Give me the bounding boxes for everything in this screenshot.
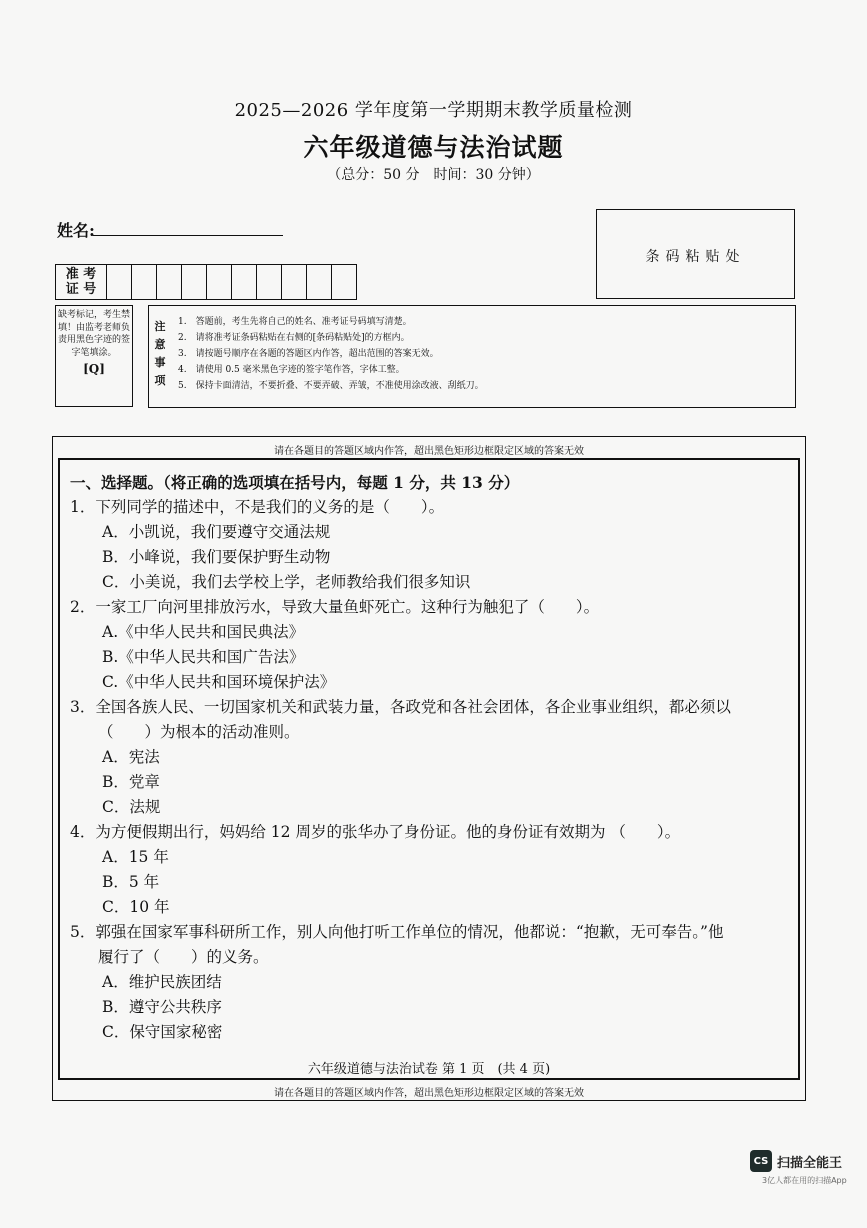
notes-title-char: 注 <box>154 320 166 333</box>
ticket-number-grid <box>55 264 357 300</box>
notes-list <box>178 314 484 394</box>
region-notice-bottom: 请在各题目的答题区域内作答，超出黑色矩形边框限定区域的答案无效 <box>274 1088 584 1099</box>
note-item: 1. 答题前，考生先将自己的姓名、准考证号码填写清楚。 <box>178 317 412 327</box>
ticket-label-line1: 准 考 <box>65 267 97 282</box>
exam-period-line: 2025—2026 学年度第一学期期末教学质量检测 <box>234 100 633 121</box>
question-lines <box>70 495 790 1045</box>
answer-option: B.《中华人民共和国广告法》 <box>102 648 305 666</box>
exam-title: 六年级道德与法治试题 <box>303 133 564 162</box>
name-field[interactable] <box>93 234 283 236</box>
question-text: 5．郭强在国家军事科研所工作，别人向他打听工作单位的情况，他都说：“抱歉，无可奉告。”他 <box>70 923 724 941</box>
question-continuation: 履行了（ ）的义务。 <box>98 948 269 966</box>
absent-instructions: 缺考标记，考生禁填！由监考老师负责用黑色字迹的签字笔填涂。 <box>58 310 131 358</box>
note-item: 4. 请使用 0.5 毫米黑色字迹的签字笔作答，字体工整。 <box>178 365 405 375</box>
ticket-digit-cell[interactable] <box>257 265 282 299</box>
absent-mark[interactable]: [Q] <box>83 362 105 376</box>
answer-option: B．遵守公共秩序 <box>102 998 222 1016</box>
name-label: 姓名: <box>57 221 95 240</box>
notes-title-char: 意 <box>154 338 166 351</box>
question-text: 4．为方便假期出行，妈妈给 12 周岁的张华办了身份证。他的身份证有效期为 （ ）。 <box>70 823 681 841</box>
region-notice-top: 请在各题目的答题区域内作答，超出黑色矩形边框限定区域的答案无效 <box>274 446 584 457</box>
answer-option: B．5 年 <box>102 873 160 891</box>
ticket-digit-cell[interactable] <box>307 265 332 299</box>
scanner-watermark <box>750 1150 842 1172</box>
answer-option: A．小凯说，我们要遵守交通法规 <box>102 523 331 541</box>
note-item: 3. 请按题号顺序在各题的答题区内作答，超出范围的答案无效。 <box>178 349 439 359</box>
question-section <box>70 470 790 1045</box>
ticket-digit-cell[interactable] <box>132 265 157 299</box>
question-text: 3．全国各族人民、一切国家机关和武装力量，各政党和各社会团体，各企业事业组织，都必须以 <box>70 698 731 716</box>
answer-option: C．小美说，我们去学校上学，老师教给我们很多知识 <box>102 573 471 591</box>
barcode-label: 条码粘贴处 <box>645 249 746 265</box>
ticket-label-line2: 证 号 <box>65 282 97 297</box>
scanner-logo-icon: CS <box>750 1150 772 1172</box>
answer-option: C．保守国家秘密 <box>102 1023 223 1041</box>
answer-option: C．10 年 <box>102 898 170 916</box>
answer-option: C．法规 <box>102 798 161 816</box>
notes-title <box>153 318 167 390</box>
question-continuation: （ ）为根本的活动准则。 <box>98 723 300 741</box>
ticket-digit-cell[interactable] <box>107 265 132 299</box>
page-info: 六年级道德与法治试卷 第 1 页 (共 4 页) <box>307 1062 551 1077</box>
answer-option: A．15 年 <box>102 848 169 866</box>
ticket-label <box>56 265 107 299</box>
ticket-digit-cell[interactable] <box>332 265 356 299</box>
ticket-digit-cell[interactable] <box>207 265 232 299</box>
section-heading: 一、选择题。（将正确的选项填在括号内，每题 1 分，共 13 分） <box>70 473 520 492</box>
answer-option: B．小峰说，我们要保护野生动物 <box>102 548 331 566</box>
notes-title-char: 事 <box>154 356 166 369</box>
answer-option: A．宪法 <box>102 748 160 766</box>
barcode-box <box>596 209 795 299</box>
absent-mark-box <box>55 305 133 407</box>
ticket-digit-cell[interactable] <box>282 265 307 299</box>
question-text: 1．下列同学的描述中，不是我们的义务的是（ ）。 <box>70 498 445 516</box>
answer-option: A．维护民族团结 <box>102 973 222 991</box>
scanner-tagline: 3亿人都在用的扫描App <box>762 1176 847 1185</box>
ticket-digit-cell[interactable] <box>157 265 182 299</box>
notes-title-char: 项 <box>154 374 166 387</box>
answer-option: C.《中华人民共和国环境保护法》 <box>102 673 336 691</box>
exam-meta: （总分：50 分 时间：30 分钟） <box>327 167 540 183</box>
answer-option: A.《中华人民共和国民典法》 <box>102 623 305 641</box>
ticket-digit-cell[interactable] <box>182 265 207 299</box>
note-item: 2. 请将准考证条码粘贴在右侧的[条码粘贴处]的方框内。 <box>178 333 410 343</box>
scanner-app-name: 扫描全能王 <box>777 1155 843 1171</box>
note-item: 5. 保持卡面清洁，不要折叠、不要弄破、弄皱，不准使用涂改液、刮纸刀。 <box>178 381 484 391</box>
question-text: 2．一家工厂向河里排放污水，导致大量鱼虾死亡。这种行为触犯了（ ）。 <box>70 598 600 616</box>
answer-option: B．党章 <box>102 773 160 791</box>
ticket-digit-cell[interactable] <box>232 265 257 299</box>
